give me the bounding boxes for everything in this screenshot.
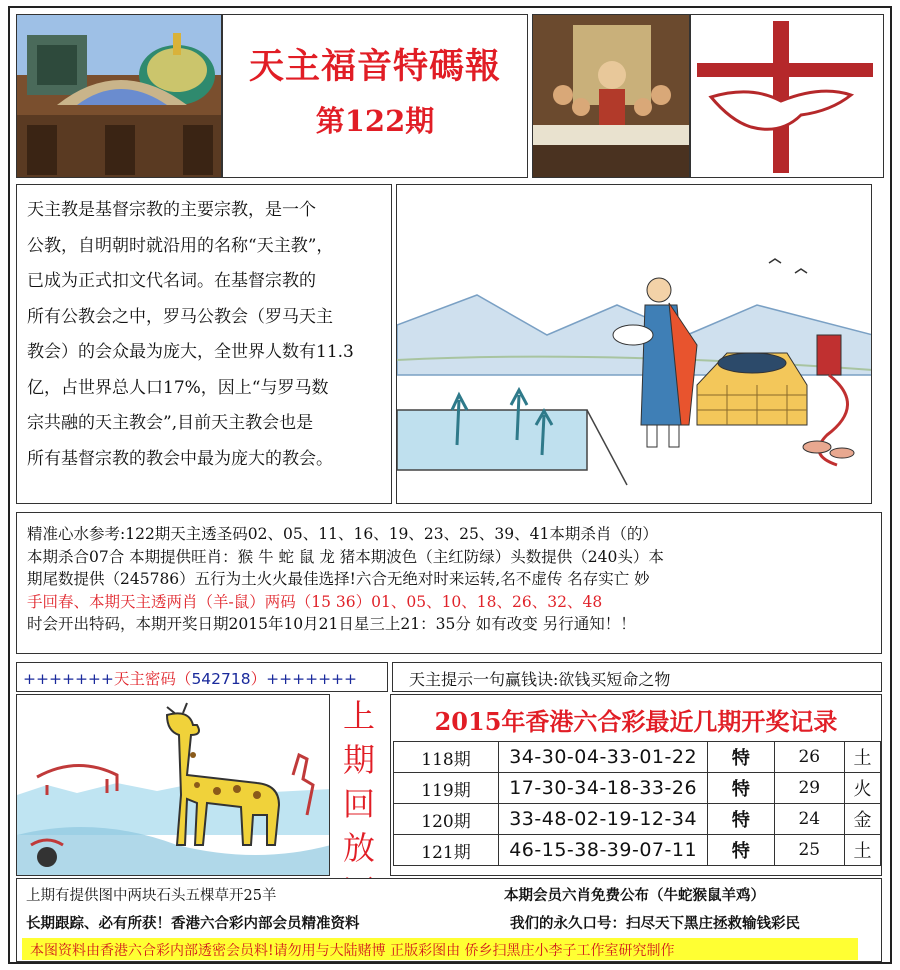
element-cell: 土 [844, 742, 880, 773]
records-table [393, 741, 881, 866]
table-row [394, 804, 881, 835]
element-cell: 土 [844, 835, 880, 866]
element-cell: 金 [844, 804, 880, 835]
last-supper-image [533, 15, 690, 178]
intro-line: 天主教是基督宗教的主要宗教，是一个 [27, 200, 316, 220]
replay-char: 期 [342, 741, 375, 779]
notice-line [27, 591, 877, 614]
giraffe-illustration [17, 695, 330, 876]
special-cell: 26 [774, 742, 844, 773]
header-title-box [222, 14, 528, 178]
footer-left-2: 长期跟踪、必有所获！香港六合彩内部会员精准资料 [26, 915, 360, 932]
intro-line: 教会）的会众最为庞大，全世界人数有11.3 [27, 342, 354, 362]
well-illustration [397, 185, 872, 504]
te-cell: 特 [708, 773, 774, 804]
tip-text: 天主提示一句赢钱诀:欲钱买短命之物 [409, 670, 671, 689]
intro-text [27, 193, 387, 477]
issue-cell: 120期 [394, 804, 499, 835]
te-cell: 特 [708, 742, 774, 773]
issue-cell: 119期 [394, 773, 499, 804]
notice-line: 本期杀合07合 本期提供旺肖：猴 牛 蛇 鼠 龙 猪本期波色（主红防绿）头数提供（240头）本 [27, 547, 664, 566]
secret-code-box [16, 662, 388, 692]
numbers-cell: 17-30-34-18-33-26 [499, 773, 708, 804]
prediction-notice-box [16, 512, 882, 654]
illustration-well [396, 184, 872, 504]
secret-prefix: +++++++ [23, 670, 114, 688]
table-row [394, 773, 881, 804]
notice-text: 手回春、 [27, 592, 90, 611]
footer-right-2: 我们的永久口号：扫尽天下黑庄拯救输钱彩民 [510, 915, 800, 932]
te-cell: 特 [708, 804, 774, 835]
issue-cell: 118期 [394, 742, 499, 773]
footer-right-1: 本期会员六肖免费公布（牛蛇猴鼠羊鸡） [504, 887, 765, 904]
secret-paren: ） [250, 670, 267, 688]
cathedral-image [17, 15, 222, 178]
secret-postfix: +++++++ [266, 670, 358, 688]
special-cell: 29 [774, 773, 844, 804]
intro-line: 公教，自明朝时就沿用的名称“天主教”， [27, 235, 334, 256]
replay-char: 上 [342, 697, 375, 735]
secret-code: 542718 [191, 670, 251, 688]
table-row [394, 742, 881, 773]
newspaper-title: 天主福音特碼報 [248, 46, 501, 87]
header-photo-cathedral [16, 14, 222, 178]
giraffe-illustration-box [16, 694, 330, 876]
footer-left-1: 上期有提供图中两块石头五棵草开25羊 [26, 888, 277, 904]
numbers-cell: 46-15-38-39-07-11 [499, 835, 708, 866]
notice-line: 期尾数提供（245786）五行为土火火最佳选择!六合无绝对时来运转,名不虚传 名存实亡 妙 [27, 570, 650, 588]
cross-dove-icon [691, 15, 885, 179]
special-cell: 24 [774, 804, 844, 835]
te-cell: 特 [708, 835, 774, 866]
special-cell: 25 [774, 835, 844, 866]
intro-line: 亿，占世界总人口17%，因上“与罗马数 [27, 377, 329, 398]
intro-text-box [16, 184, 392, 504]
intro-line: 已成为正式扣文代名词。在基督宗教的 [27, 271, 316, 291]
footer-banner: 本图资料由香港六合彩内部透密会员料!请勿用与大陆赌博 正版彩图由 侨乡扫黑庄小李子工作室研究制作 [30, 943, 675, 959]
intro-line: 所有基督宗教的教会中最为庞大的教会。 [27, 448, 333, 469]
header-cross-dove [690, 14, 884, 178]
prediction-notice [27, 519, 877, 636]
intro-line: 宗共融的天主教会”,目前天主教会也是 [27, 413, 314, 433]
numbers-cell: 33-48-02-19-12-34 [499, 804, 708, 835]
secret-label: 天主密码（ [113, 670, 192, 688]
numbers-cell: 34-30-04-33-01-22 [499, 742, 708, 773]
header-photo-lastsupper [532, 14, 690, 178]
intro-line: 所有公教会之中，罗马公教会（罗马天主 [27, 306, 333, 327]
issue-number: 第122期 [315, 104, 435, 138]
notice-highlight-red: 本期天主透两肖（羊-鼠）两码（15 36）01、05、10、18、26、32、48 [89, 592, 603, 611]
table-row [394, 835, 881, 866]
issue-cell: 121期 [394, 835, 499, 866]
replay-char: 回 [342, 785, 375, 823]
tip-box [392, 662, 882, 692]
replay-label [330, 694, 388, 874]
records-box [390, 694, 882, 876]
records-title: 2015年香港六合彩最近几期开奖记录 [434, 707, 838, 736]
notice-line: 时会开出特码，本期开奖日期2015年10月21日星三上21：35分 如有改变 另行通知！！ [27, 615, 636, 633]
notice-line: 精准心水参考:122期天主透圣码02、05、11、16、19、23、25、39、41本期杀肖（的） [27, 525, 658, 543]
secret-code-line [23, 667, 357, 689]
replay-char: 放 [342, 829, 375, 867]
element-cell: 火 [844, 773, 880, 804]
